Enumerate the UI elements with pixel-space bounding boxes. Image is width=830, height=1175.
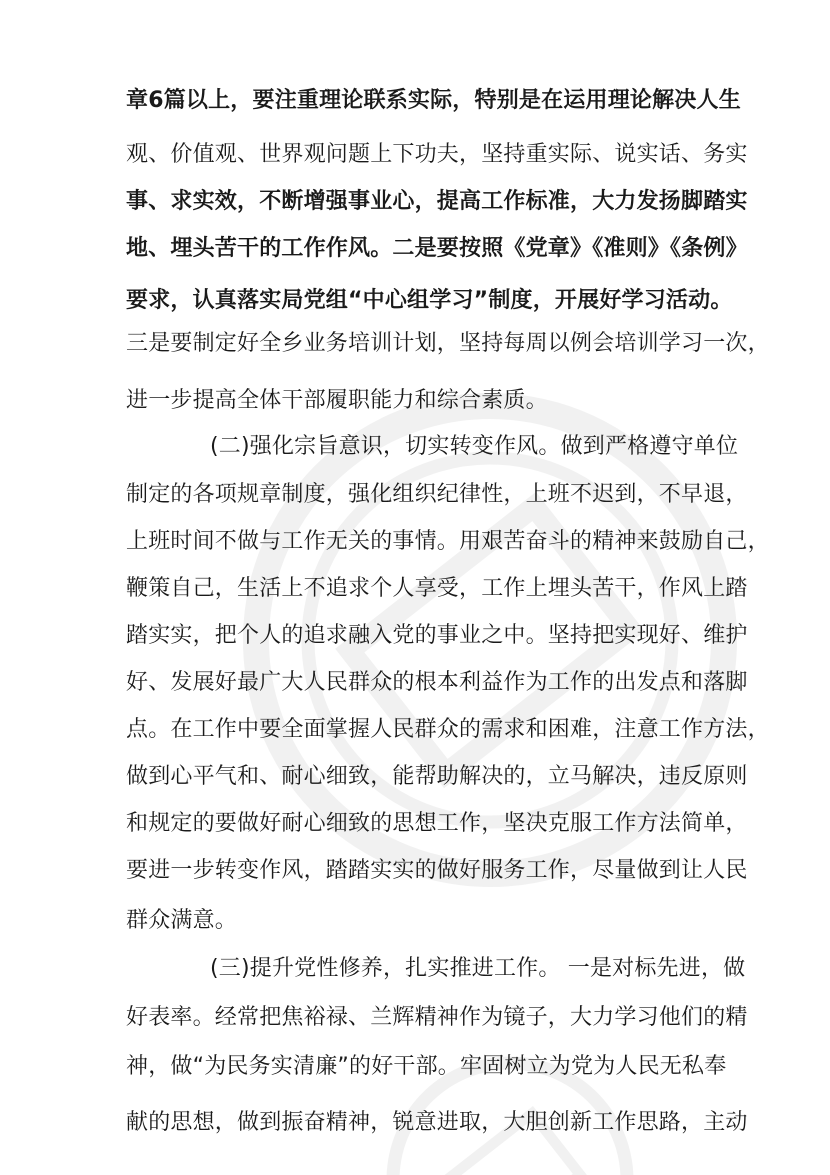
text-line: 要进一步转变作风，踏踏实实的做好服务工作，尽量做到让人民: [126, 858, 748, 883]
text-line: 进一步提高全体干部履职能力和综合素质。: [126, 388, 548, 413]
text-line: 要求，认真落实局党组“中心组学习”制度，开展好学习活动。: [126, 288, 733, 313]
text-line: 做到心平气和、耐心细致，能帮助解决的，立马解决，违反原则: [126, 764, 748, 789]
text-line: 好表率。经常把焦裕禄、兰辉精神作为镜子，大力学习他们的精: [126, 1005, 748, 1030]
text-line: 制定的各项规章制度，强化组织纪律性，上班不迟到，不早退，: [126, 482, 748, 507]
paragraph-heading: (二)强化宗旨意识，切实转变作风。做到严格遵守单位: [210, 434, 739, 459]
text-line: 地、埋头苦干的工作作风。二是要按照《党章》《准则》《条例》: [126, 236, 748, 261]
text-line: 点。在工作中要全面掌握人民群众的需求和困难，注意工作方法，: [126, 717, 770, 742]
text-line: 章6篇以上，要注重理论联系实际，特别是在运用理论解决人生: [126, 88, 741, 113]
text-line: 神，做“为民务实清廉”的好干部。牢固树立为党为人民无私奉: [126, 1054, 727, 1079]
text-line: 鞭策自己，生活上不追求个人享受，工作上埋头苦干，作风上踏: [126, 576, 748, 601]
text-line: 上班时间不做与工作无关的事情。用艰苦奋斗的精神来鼓励自己，: [126, 529, 770, 554]
text-line: 好、发展好最广大人民群众的根本利益作为工作的出发点和落脚: [126, 670, 748, 695]
paragraph-heading: (三)提升党性修养，扎实推进工作。 一是对标先进，做: [210, 956, 746, 981]
text-line: 三是要制定好全乡业务培训计划，坚持每周以例会培训学习一次，: [126, 331, 770, 356]
text-line: 群众满意。: [126, 908, 238, 933]
text-line: 和规定的要做好耐心细致的思想工作，坚决克服工作方法简单，: [126, 811, 748, 836]
text-line: 观、价值观、世界观问题上下功夫，坚持重实际、说实话、务实: [126, 142, 748, 167]
text-line: 献的思想，做到振奋精神，锐意进取，大胆创新工作思路，主动: [126, 1110, 748, 1135]
text-line: 事、求实效，不断增强事业心，提高工作标准，大力发扬脚踏实: [126, 189, 748, 214]
text-line: 踏实实，把个人的追求融入党的事业之中。坚持把实现好、维护: [126, 623, 748, 648]
